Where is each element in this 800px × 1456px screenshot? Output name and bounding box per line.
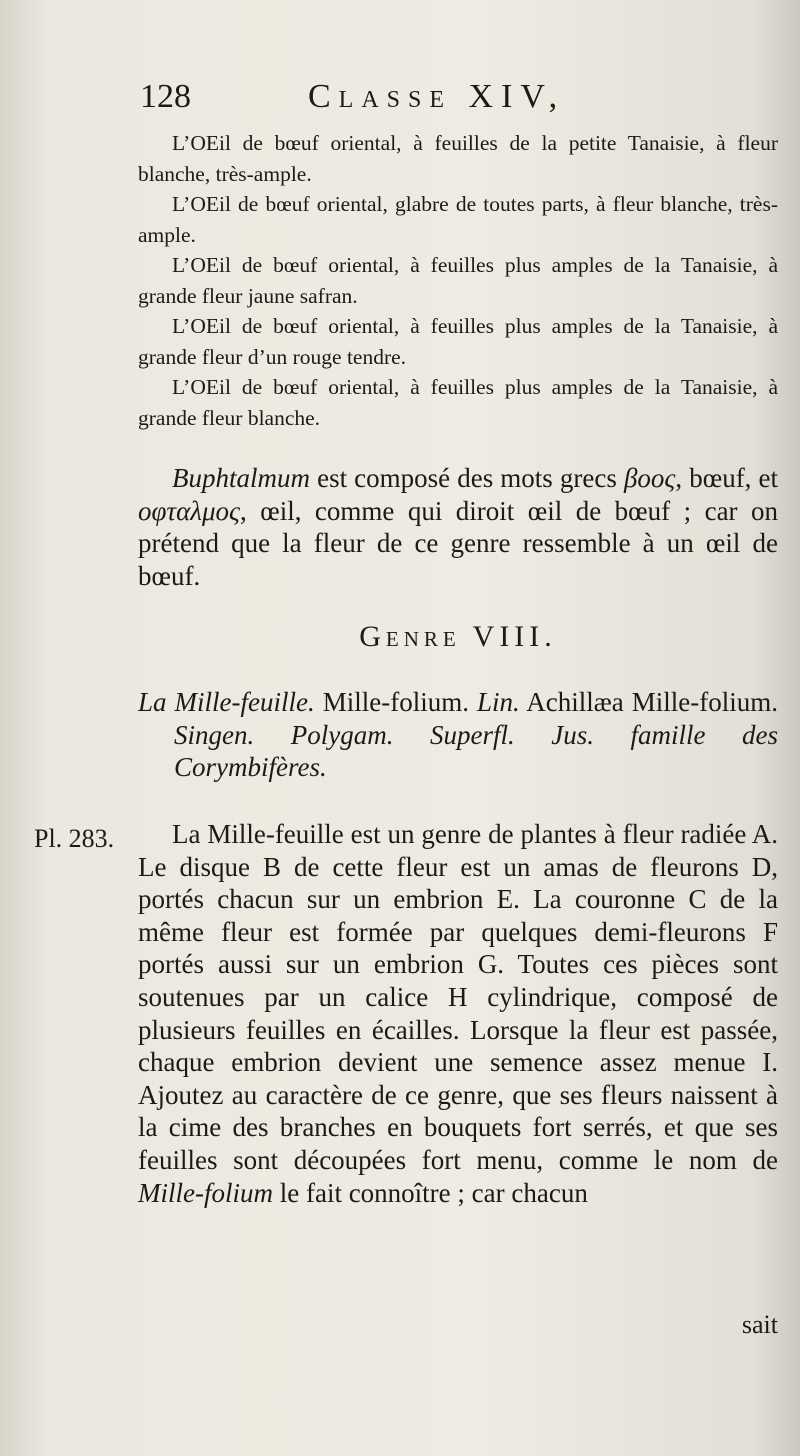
variety-entry: L’OEil de bœuf oriental, à feuilles de la petite Tanaisie, à fleur blanche, très-ample. — [138, 131, 778, 186]
description-text: La Mille-feuille est un genre de plantes à fleur radiée A. Le disque B de cette fleur est un amas de fleurons D, portés chacun sur un embrion E. La couronne C de la même fleur est formée par quelques demi-fleurons F portés aussi sur un embrion G. Toutes ces pièces sont soutenues par un calice H cylindrique, composé de plusieurs feuilles en écailles. Lorsque la fleur est passée, chaque embrion devient une semence assez menue I. Ajoutez au caractère de ce genre, que ses fleurs naissent à la cime des branches en bouquets fort serrés, et que ses feuilles sont découpées fort menu, comme le nom de — [138, 819, 778, 1175]
linnaeus-abbrev: Lin. — [476, 687, 520, 717]
varieties-list — [138, 128, 778, 433]
etymology-text: est composé des mots grecs — [310, 463, 624, 493]
plate-reference: Pl. 283. — [34, 824, 115, 853]
latin-name-italic: Mille-folium — [138, 1177, 273, 1208]
description-text: le fait connoître ; car chacun — [272, 1177, 588, 1208]
variety-entry: L’OEil de bœuf oriental, à feuilles plus amples de la Tanaisie, à grande fleur blanche. — [138, 375, 778, 430]
classification: Singen. Polygam. Superfl. Jus. famille des Corymbifères. — [174, 719, 778, 783]
page-header — [140, 78, 660, 118]
etymology-term: Buphtalmum — [172, 463, 310, 493]
linnaean-name: Achillæa Mille-folium. — [519, 687, 778, 717]
synonymy-paragraph — [138, 686, 778, 784]
page-number: 128 — [140, 78, 191, 115]
etymology-paragraph — [138, 462, 778, 592]
running-head: Classe XIV, — [308, 78, 566, 115]
french-name: La Mille-feuille. — [138, 687, 315, 717]
etymology-text: , œil, comme qui diroit œil de bœuf ; car on prétend que la fleur de ce genre ressemble à un œil de bœuf. — [138, 495, 778, 591]
genre-heading: Genre VIII. — [359, 620, 557, 653]
greek-word: οφταλμος — [138, 495, 240, 526]
variety-entry: L’OEil de bœuf oriental, à feuilles plus amples de la Tanaisie, à grande fleur jaune safran. — [138, 253, 778, 308]
catchword: sait — [741, 1310, 778, 1339]
variety-entry: L’OEil de bœuf oriental, à feuilles plus amples de la Tanaisie, à grande fleur d’un rouge tendre. — [138, 314, 778, 369]
variety-entry: L’OEil de bœuf oriental, glabre de toutes parts, à fleur blanche, très-ample. — [138, 192, 778, 247]
greek-word: βοος — [623, 463, 676, 493]
description-paragraph — [138, 818, 778, 1209]
etymology-text: , bœuf, et — [675, 463, 779, 493]
latin-name: Mille-folium. — [314, 687, 477, 717]
